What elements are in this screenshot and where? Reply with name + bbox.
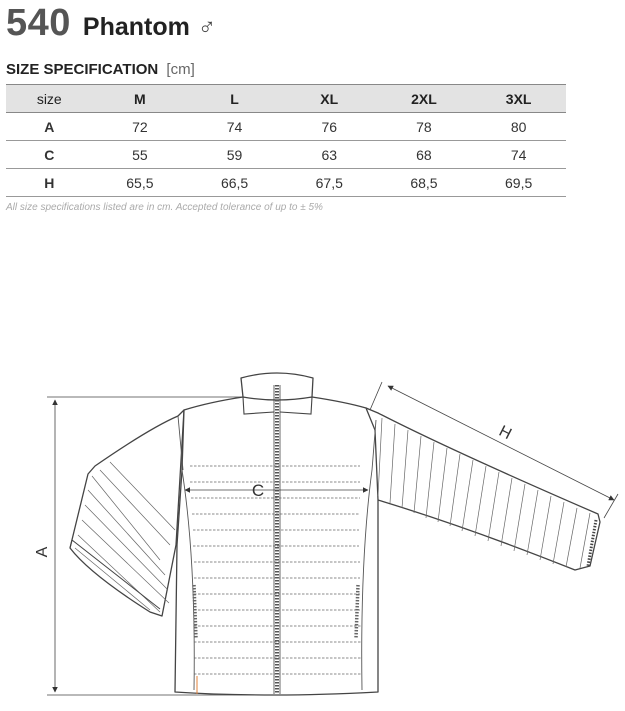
table-cell: 80	[471, 113, 566, 141]
column-header: M	[93, 85, 188, 113]
product-name: Phantom	[82, 13, 190, 41]
section-title-text: SIZE SPECIFICATION	[6, 61, 159, 78]
column-header: size	[6, 85, 93, 113]
row-label: H	[6, 169, 93, 197]
row-label: A	[6, 113, 93, 141]
table-cell: 66,5	[187, 169, 282, 197]
label-a: A	[34, 546, 51, 558]
left-sleeve	[70, 410, 184, 616]
column-header: 2XL	[377, 85, 472, 113]
product-code: 540	[6, 2, 71, 44]
row-label: C	[6, 141, 93, 169]
table-cell: 74	[187, 113, 282, 141]
table-cell: 67,5	[282, 169, 377, 197]
male-icon: ♂	[197, 14, 216, 41]
section-unit: [cm]	[166, 61, 195, 78]
table-cell: 74	[471, 141, 566, 169]
column-header: 3XL	[471, 85, 566, 113]
tolerance-note: All size specifications listed are in cm. Accepted tolerance of up to ± 5%	[6, 202, 323, 213]
table-cell: 59	[187, 141, 282, 169]
label-h: H	[496, 422, 515, 444]
table-cell: 63	[282, 141, 377, 169]
table-cell: 65,5	[93, 169, 188, 197]
column-header: L	[187, 85, 282, 113]
right-sleeve	[366, 408, 600, 570]
label-c: C	[251, 481, 265, 500]
table-cell: 69,5	[471, 169, 566, 197]
table-cell: 78	[377, 113, 472, 141]
table-cell: 76	[282, 113, 377, 141]
column-header: XL	[282, 85, 377, 113]
table-cell: 72	[93, 113, 188, 141]
table-cell: 68	[377, 141, 472, 169]
table-cell: 68,5	[377, 169, 472, 197]
table-cell: 55	[93, 141, 188, 169]
